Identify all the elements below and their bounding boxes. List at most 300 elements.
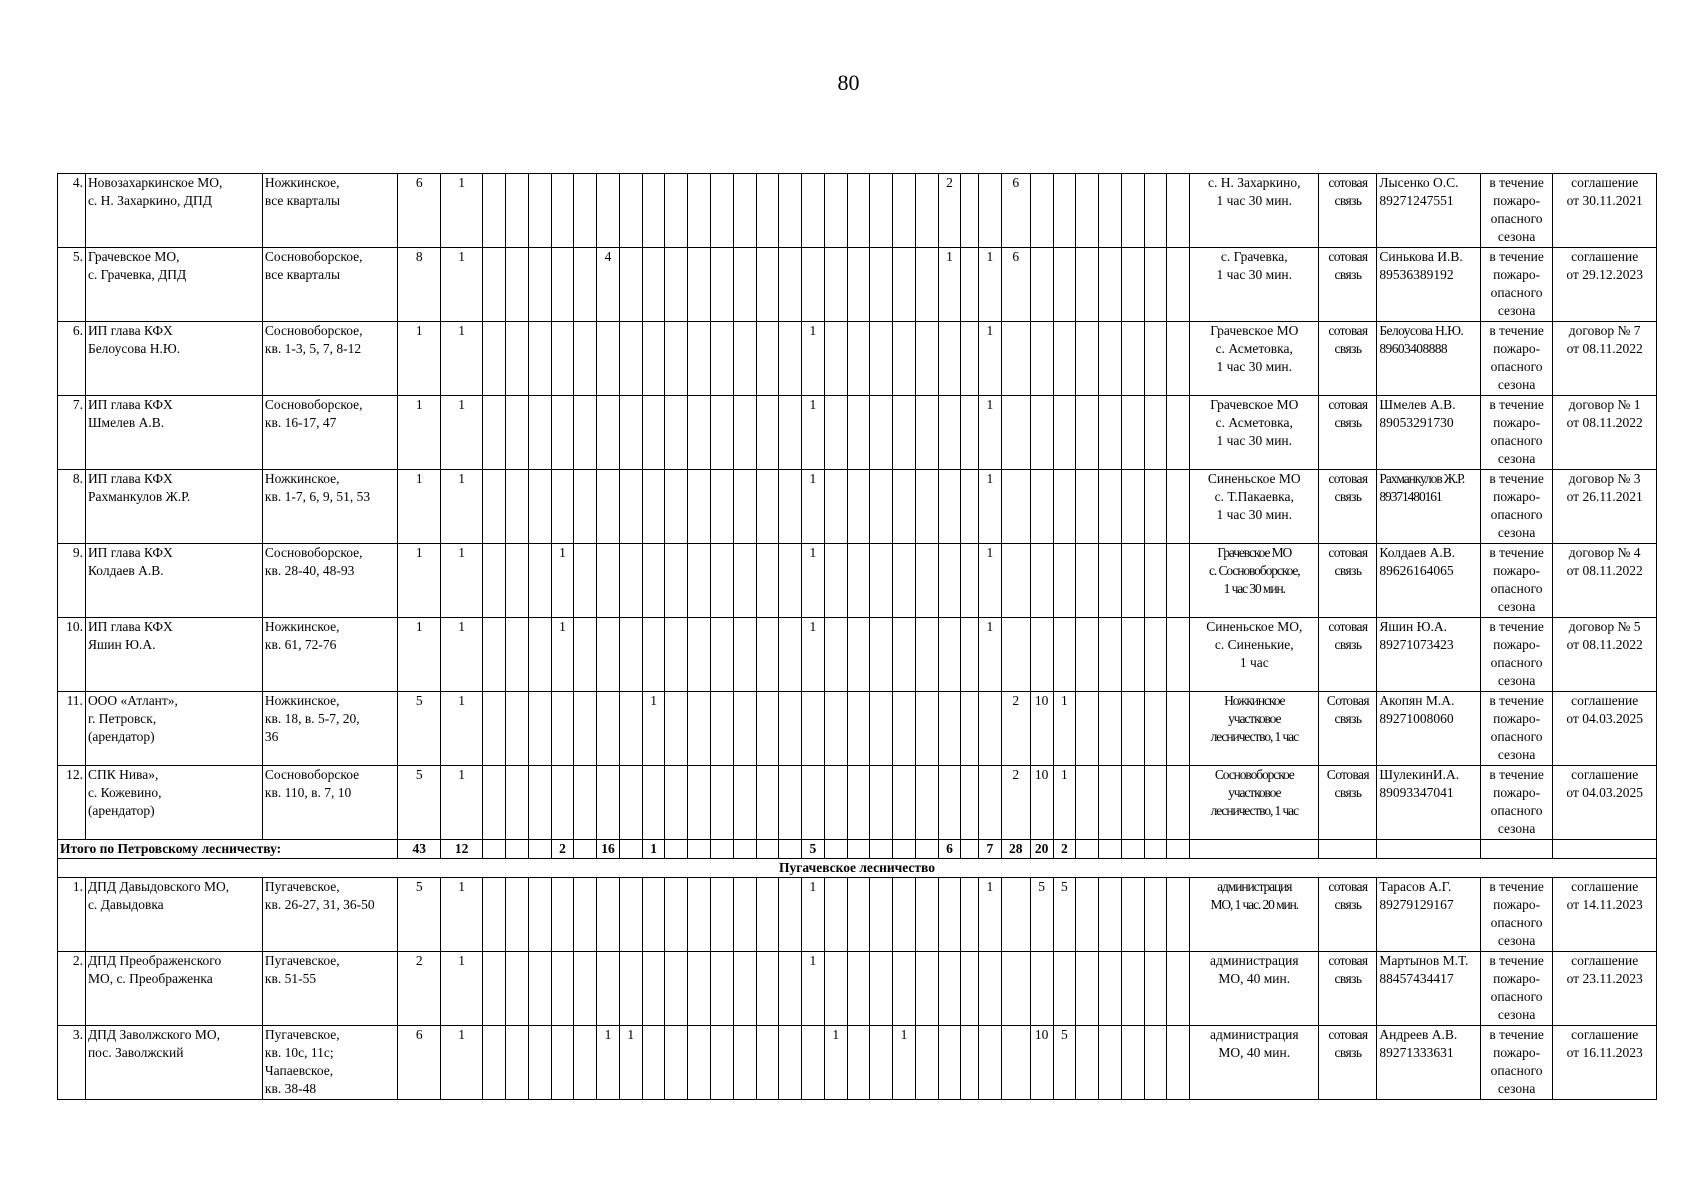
resource-count-cell <box>779 174 802 248</box>
resource-count-cell <box>733 174 756 248</box>
resource-count-cell <box>870 878 893 952</box>
resource-count-cell <box>574 692 597 766</box>
resource-count-cell: 2 <box>398 952 440 1026</box>
forest-area-line: Пугачевское, <box>264 953 340 968</box>
resource-count-cell <box>824 248 847 322</box>
agreement-line: от 30.11.2021 <box>1566 193 1643 208</box>
resource-count-cell <box>483 692 506 766</box>
period-line: пожаро- <box>1493 193 1541 208</box>
forest-area-line: кв. 61, 72-76 <box>264 637 337 652</box>
total-count-cell <box>847 840 870 859</box>
communication-cell <box>1319 322 1377 396</box>
period-line: в течение <box>1489 619 1544 634</box>
resource-count-cell <box>551 174 574 248</box>
period-line: в течение <box>1489 879 1544 894</box>
resource-count-cell: 1 <box>440 544 482 618</box>
communication-line: связь <box>1334 563 1362 578</box>
forest-area-line: кв. 16-17, 47 <box>264 415 337 430</box>
total-count-cell <box>619 840 642 859</box>
total-count-cell <box>574 840 597 859</box>
resource-count-cell <box>893 544 916 618</box>
forest-area-cell <box>262 878 398 952</box>
period-line: в течение <box>1489 397 1544 412</box>
agreement-line: соглашение <box>1571 1027 1639 1042</box>
forest-area-cell <box>262 952 398 1026</box>
organization-line: Рахманкулов Ж.Р. <box>87 489 191 504</box>
resource-count-cell <box>893 322 916 396</box>
resource-count-cell <box>665 692 688 766</box>
agreement-line: от 16.11.2023 <box>1566 1045 1643 1060</box>
resource-count-cell <box>779 692 802 766</box>
total-count-cell <box>528 840 551 859</box>
agreement-line: от 14.11.2023 <box>1566 897 1643 912</box>
agreement-line: от 08.11.2022 <box>1566 341 1643 356</box>
forest-area-line: Пугачевское, <box>264 1027 340 1042</box>
resource-count-cell <box>619 766 642 840</box>
total-count-cell <box>710 840 733 859</box>
resource-count-cell <box>979 174 1002 248</box>
resource-count-cell <box>802 248 825 322</box>
location-line: 1 час 30 мин. <box>1223 581 1285 596</box>
resource-count-cell <box>1121 1026 1144 1100</box>
period-line: сезона <box>1497 229 1536 244</box>
contact-line: Шмелев А.В. <box>1379 397 1456 412</box>
resource-count-cell <box>528 766 551 840</box>
resource-count-cell <box>1053 618 1076 692</box>
resource-count-cell: 2 <box>1001 692 1030 766</box>
resource-count-cell <box>710 174 733 248</box>
period-line: пожаро- <box>1493 1045 1541 1060</box>
resource-count-cell <box>847 248 870 322</box>
table-row <box>58 544 1657 618</box>
location-line: Ножкинское <box>1224 693 1285 708</box>
empty-cell <box>1319 840 1377 859</box>
row-number: 1. <box>58 878 86 952</box>
forest-area-cell <box>262 692 398 766</box>
resource-count-cell <box>938 692 961 766</box>
period-line: пожаро- <box>1493 341 1541 356</box>
resource-count-cell <box>915 396 938 470</box>
resource-count-cell <box>1121 322 1144 396</box>
forest-area-line: Сосновоборское, <box>264 545 363 560</box>
period-line: опасного <box>1490 989 1543 1004</box>
resource-count-cell <box>483 952 506 1026</box>
total-count-cell <box>733 840 756 859</box>
resource-count-cell <box>665 470 688 544</box>
period-line: опасного <box>1490 211 1543 226</box>
table-row <box>58 322 1657 396</box>
resource-count-cell: 1 <box>802 322 825 396</box>
resource-count-cell <box>1001 618 1030 692</box>
location-line: 1 час 30 мин. <box>1216 267 1293 282</box>
resource-count-cell <box>938 1026 961 1100</box>
period-line: в течение <box>1489 953 1544 968</box>
resource-count-cell <box>915 952 938 1026</box>
contact-cell <box>1377 766 1480 840</box>
organization-cell <box>85 766 262 840</box>
resource-count-cell <box>1053 248 1076 322</box>
forest-area-line: кв. 1-7, 6, 9, 51, 53 <box>264 489 371 504</box>
communication-cell <box>1319 1026 1377 1100</box>
resource-count-cell <box>1053 396 1076 470</box>
resource-count-cell <box>597 544 620 618</box>
contact-line: 89626164065 <box>1379 563 1454 578</box>
contact-cell <box>1377 544 1480 618</box>
forest-area-cell <box>262 248 398 322</box>
agreement-cell <box>1553 952 1657 1026</box>
agreement-line: от 04.03.2025 <box>1566 711 1643 726</box>
contact-line: Яшин Ю.А. <box>1379 619 1448 634</box>
organization-line: с. Кожевино, <box>87 785 162 800</box>
resource-count-cell <box>1167 396 1190 470</box>
resource-count-cell <box>756 396 779 470</box>
period-cell <box>1480 766 1552 840</box>
total-label: Итого по Петровскому лесничеству: <box>58 840 398 859</box>
resource-count-cell <box>756 248 779 322</box>
resource-count-cell: 1 <box>398 544 440 618</box>
location-line: Синеньское МО <box>1207 471 1301 486</box>
resource-count-cell <box>1001 544 1030 618</box>
resource-count-cell <box>1167 692 1190 766</box>
resource-count-cell: 1 <box>979 618 1002 692</box>
organization-line: ИП глава КФХ <box>87 323 173 338</box>
total-count-cell: 6 <box>938 840 961 859</box>
table-row <box>58 692 1657 766</box>
section-row <box>58 859 1657 878</box>
location-line: администрация <box>1210 953 1299 968</box>
resource-count-cell <box>961 470 979 544</box>
organization-cell <box>85 174 262 248</box>
resource-count-cell <box>551 766 574 840</box>
organization-line: ИП глава КФХ <box>87 619 173 634</box>
resource-count-cell <box>733 544 756 618</box>
resource-count-cell <box>1001 878 1030 952</box>
organization-line: Новозахаркинское МО, <box>87 175 223 190</box>
location-line: Сосновоборское <box>1214 767 1294 782</box>
resource-count-cell <box>961 692 979 766</box>
total-count-cell <box>483 840 506 859</box>
resource-count-cell <box>528 878 551 952</box>
period-line: сезона <box>1497 451 1536 466</box>
resource-count-cell <box>506 618 529 692</box>
resource-count-cell <box>779 952 802 1026</box>
resource-count-cell <box>710 470 733 544</box>
resource-count-cell <box>756 878 779 952</box>
total-row <box>58 840 1657 859</box>
resource-count-cell: 10 <box>1030 766 1053 840</box>
resource-count-cell <box>824 618 847 692</box>
resource-count-cell <box>1001 396 1030 470</box>
communication-line: связь <box>1334 971 1362 986</box>
resource-count-cell <box>756 1026 779 1100</box>
organization-line: (арендатор) <box>87 803 155 818</box>
total-count-cell <box>961 840 979 859</box>
resource-count-cell <box>619 952 642 1026</box>
resource-count-cell <box>961 878 979 952</box>
resource-count-cell: 6 <box>398 1026 440 1100</box>
resource-count-cell <box>1167 952 1190 1026</box>
resource-count-cell <box>710 618 733 692</box>
location-line: 1 час <box>1239 655 1269 670</box>
resource-count-cell <box>665 396 688 470</box>
resource-count-cell <box>1030 470 1053 544</box>
resource-count-cell <box>528 544 551 618</box>
resource-count-cell: 1 <box>440 878 482 952</box>
forest-area-line: все кварталы <box>264 193 341 208</box>
location-time-cell <box>1190 544 1319 618</box>
resource-count-cell <box>710 544 733 618</box>
resource-count-cell <box>665 248 688 322</box>
resource-count-cell <box>893 766 916 840</box>
organization-line: г. Петровск, <box>87 711 157 726</box>
resource-count-cell <box>1001 322 1030 396</box>
location-line: с. Н. Захаркино, <box>1208 175 1301 190</box>
agreement-line: соглашение <box>1571 879 1639 894</box>
table-row <box>58 470 1657 544</box>
forest-area-line: Ножкинское, <box>264 471 340 486</box>
resource-count-cell <box>1076 878 1099 952</box>
agreement-line: соглашение <box>1571 953 1639 968</box>
resource-count-cell: 1 <box>979 470 1002 544</box>
resource-count-cell: 8 <box>398 248 440 322</box>
empty-cell <box>1190 840 1319 859</box>
resource-count-cell <box>574 248 597 322</box>
resource-count-cell <box>688 470 711 544</box>
table-row <box>58 952 1657 1026</box>
resource-count-cell <box>551 248 574 322</box>
resource-count-cell <box>483 248 506 322</box>
communication-line: сотовая <box>1328 1027 1368 1042</box>
resource-count-cell <box>574 396 597 470</box>
resource-count-cell <box>619 322 642 396</box>
resource-count-cell <box>870 174 893 248</box>
resource-count-cell <box>893 470 916 544</box>
resource-count-cell: 5 <box>1053 1026 1076 1100</box>
communication-line: связь <box>1334 637 1362 652</box>
resource-count-cell <box>915 766 938 840</box>
resource-count-cell <box>893 618 916 692</box>
row-number: 3. <box>58 1026 86 1100</box>
agreement-cell <box>1553 174 1657 248</box>
location-line: с. Синенькие, <box>1214 637 1294 652</box>
row-number: 4. <box>58 174 86 248</box>
period-line: опасного <box>1490 507 1543 522</box>
forest-area-line: кв. 38-48 <box>264 1081 317 1096</box>
forest-area-line: кв. 18, в. 5-7, 20, <box>264 711 360 726</box>
resource-count-cell <box>1076 766 1099 840</box>
resource-count-cell <box>1099 544 1122 618</box>
resource-count-cell <box>710 766 733 840</box>
resource-count-cell <box>1030 396 1053 470</box>
resource-count-cell <box>870 248 893 322</box>
contact-line: 89271333631 <box>1379 1045 1454 1060</box>
location-time-cell <box>1190 766 1319 840</box>
resource-count-cell <box>756 470 779 544</box>
contact-line: Колдаев А.В. <box>1379 545 1456 560</box>
period-cell <box>1480 618 1552 692</box>
total-count-cell <box>665 840 688 859</box>
resource-count-cell <box>1167 470 1190 544</box>
resource-count-cell <box>688 396 711 470</box>
organization-cell <box>85 1026 262 1100</box>
resource-count-cell <box>642 952 665 1026</box>
resource-count-cell <box>574 322 597 396</box>
resource-count-cell <box>551 396 574 470</box>
resource-count-cell <box>1144 952 1167 1026</box>
resource-count-cell <box>506 1026 529 1100</box>
organization-cell <box>85 692 262 766</box>
communication-line: сотовая <box>1328 397 1368 412</box>
period-line: сезона <box>1497 933 1536 948</box>
resource-count-cell <box>528 952 551 1026</box>
location-line: лесничество, 1 час <box>1210 729 1298 744</box>
total-count-cell <box>756 840 779 859</box>
resource-count-cell: 5 <box>1030 878 1053 952</box>
period-cell <box>1480 544 1552 618</box>
communication-cell <box>1319 692 1377 766</box>
resource-count-cell <box>597 952 620 1026</box>
resource-count-cell: 1 <box>824 1026 847 1100</box>
period-cell <box>1480 692 1552 766</box>
resource-count-cell: 1 <box>802 618 825 692</box>
resource-count-cell <box>733 878 756 952</box>
resource-count-cell <box>733 248 756 322</box>
resource-count-cell: 1 <box>440 322 482 396</box>
forest-area-line: Чапаевское, <box>264 1063 334 1078</box>
contact-line: 89603408888 <box>1379 341 1448 356</box>
resource-count-cell <box>915 544 938 618</box>
communication-cell <box>1319 174 1377 248</box>
resource-count-cell <box>1121 766 1144 840</box>
forest-area-cell <box>262 396 398 470</box>
total-count-cell <box>1144 840 1167 859</box>
contact-cell <box>1377 952 1480 1026</box>
table-row <box>58 766 1657 840</box>
agreement-line: от 04.03.2025 <box>1566 785 1643 800</box>
resource-count-cell <box>893 692 916 766</box>
resource-count-cell <box>824 692 847 766</box>
resource-count-cell <box>1076 470 1099 544</box>
organization-cell <box>85 544 262 618</box>
period-cell <box>1480 470 1552 544</box>
total-count-cell: 1 <box>642 840 665 859</box>
resource-count-cell <box>915 1026 938 1100</box>
location-line: МО, 40 мин. <box>1218 971 1291 986</box>
resource-count-cell <box>1001 1026 1030 1100</box>
forest-area-line: 36 <box>264 729 279 744</box>
resource-count-cell <box>619 878 642 952</box>
agreement-line: соглашение <box>1571 249 1639 264</box>
resource-count-cell <box>915 470 938 544</box>
resource-count-cell <box>483 396 506 470</box>
resource-count-cell <box>847 174 870 248</box>
resource-count-cell <box>756 174 779 248</box>
location-line: администрация <box>1210 1027 1299 1042</box>
resource-count-cell <box>619 544 642 618</box>
period-line: пожаро- <box>1493 489 1541 504</box>
communication-line: связь <box>1334 489 1362 504</box>
resource-count-cell <box>847 1026 870 1100</box>
resource-count-cell <box>1167 618 1190 692</box>
organization-line: Шмелев А.В. <box>87 415 165 430</box>
resource-count-cell: 1 <box>802 544 825 618</box>
period-line: пожаро- <box>1493 971 1541 986</box>
resource-count-cell <box>802 692 825 766</box>
resource-count-cell <box>915 618 938 692</box>
contact-cell <box>1377 248 1480 322</box>
resource-count-cell <box>1099 692 1122 766</box>
resource-count-cell: 1 <box>802 396 825 470</box>
resource-count-cell <box>1030 248 1053 322</box>
resource-count-cell <box>1144 618 1167 692</box>
resource-count-cell <box>506 174 529 248</box>
resource-count-cell: 1 <box>440 248 482 322</box>
resource-count-cell <box>597 396 620 470</box>
communication-line: связь <box>1334 415 1362 430</box>
resource-count-cell <box>688 878 711 952</box>
resource-count-cell <box>779 248 802 322</box>
resource-count-cell: 1 <box>979 878 1002 952</box>
resource-count-cell <box>1121 174 1144 248</box>
resource-count-cell <box>1053 322 1076 396</box>
resource-count-cell <box>1076 1026 1099 1100</box>
organization-line: ДПД Преображенского <box>87 953 222 968</box>
resource-count-cell <box>551 470 574 544</box>
organization-line: с. Грачевка, ДПД <box>87 267 187 282</box>
agreement-line: договор № 3 <box>1568 471 1641 486</box>
resource-count-cell <box>779 1026 802 1100</box>
resource-count-cell: 6 <box>1001 248 1030 322</box>
resource-count-cell: 1 <box>597 1026 620 1100</box>
row-number: 11. <box>58 692 86 766</box>
resource-count-cell <box>483 1026 506 1100</box>
location-line: администрация <box>1217 879 1292 894</box>
forest-area-cell <box>262 618 398 692</box>
period-line: в течение <box>1489 471 1544 486</box>
resource-count-cell <box>597 618 620 692</box>
resource-count-cell <box>961 396 979 470</box>
resource-count-cell: 1 <box>551 544 574 618</box>
period-line: сезона <box>1497 1081 1536 1096</box>
communication-line: сотовая <box>1328 175 1368 190</box>
communication-line: сотовая <box>1328 545 1368 560</box>
resource-count-cell <box>1144 396 1167 470</box>
resource-count-cell <box>710 1026 733 1100</box>
location-time-cell <box>1190 878 1319 952</box>
communication-line: сотовая <box>1328 249 1368 264</box>
resource-count-cell <box>710 396 733 470</box>
resource-count-cell <box>1099 396 1122 470</box>
resource-count-cell <box>1076 952 1099 1026</box>
period-line: опасного <box>1490 581 1543 596</box>
row-number: 6. <box>58 322 86 396</box>
location-line: Грачевское МО <box>1210 323 1299 338</box>
period-line: в течение <box>1489 767 1544 782</box>
period-line: опасного <box>1490 1063 1543 1078</box>
resource-count-cell: 10 <box>1030 1026 1053 1100</box>
resource-count-cell <box>802 766 825 840</box>
resource-count-cell <box>1099 952 1122 1026</box>
resource-count-cell <box>1167 544 1190 618</box>
resource-count-cell <box>1001 470 1030 544</box>
forest-area-cell <box>262 470 398 544</box>
resource-count-cell <box>619 396 642 470</box>
resource-count-cell <box>1121 396 1144 470</box>
resource-count-cell <box>733 618 756 692</box>
contact-cell <box>1377 692 1480 766</box>
agreement-line: соглашение <box>1571 175 1639 190</box>
resource-count-cell <box>1167 174 1190 248</box>
